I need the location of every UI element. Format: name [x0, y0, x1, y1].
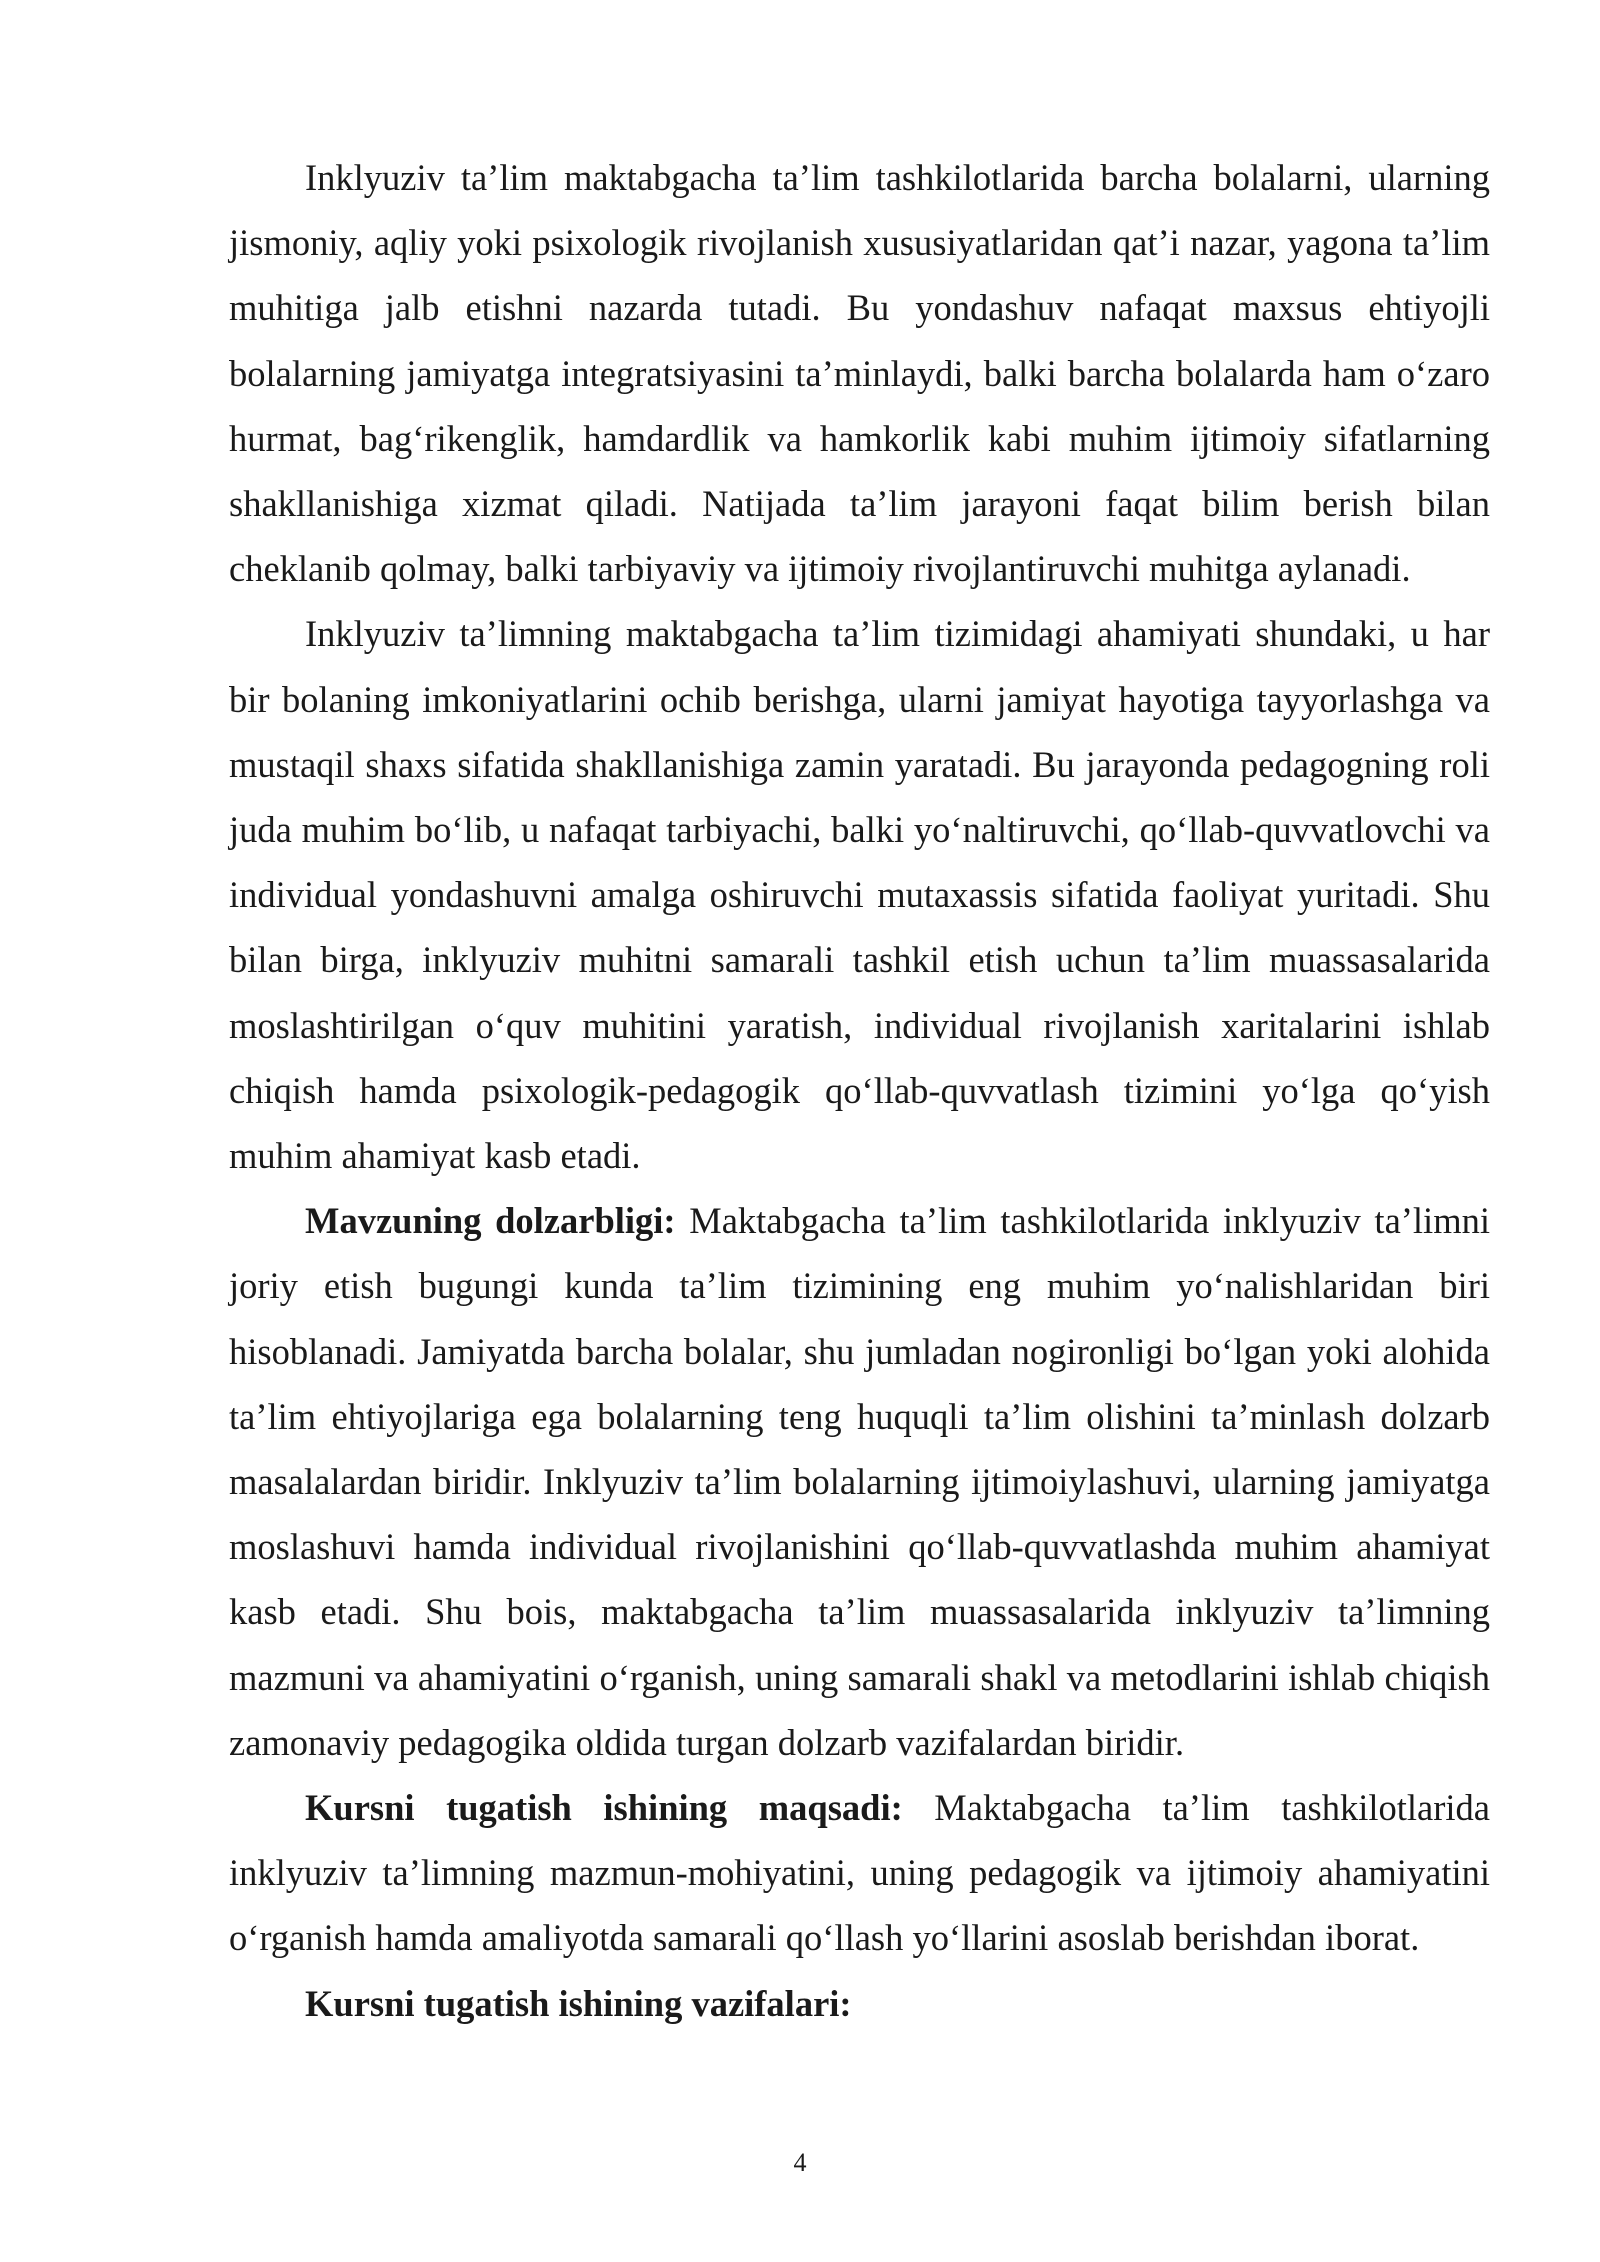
paragraph-tasks	[229, 1971, 1490, 2036]
paragraph-text: Inklyuziv ta’limning maktabgacha ta’lim tizimidagi ahamiyati shundaki, u har bir bolaning imkoniyatlarini ochib berishga, ularni jamiyat hayotiga tayyorlashga va mustaqil shaxs sifatida shakllanishiga zamin yaratadi. Bu jarayonda pedagogning roli juda muhim bo‘lib, u nafaqat tarbiyachi, balki yo‘naltiruvchi, qo‘llab-quvvatlovchi va individual yondashuvni amalga oshiruvchi mutaxassis sifatida faoliyat yuritadi. Shu bilan birga, inklyuziv muhitni samarali tashkil etish uchun ta’lim muassasalarida moslashtirilgan o‘quv muhitini yaratish, individual rivojlanish xaritalarini ishlab chiqish hamda psixologik-pedagogik qo‘llab-quvvatlash tizimini yo‘lga qo‘yish muhim ahamiyat kasb etadi.	[229, 613, 1490, 1177]
paragraph-importance	[229, 601, 1490, 1188]
paragraph-intro	[229, 145, 1490, 601]
relevance-heading: Mavzuning dolzarbligi:	[305, 1200, 676, 1242]
tasks-heading: Kursni tugatish ishining vazifalari:	[305, 1982, 852, 2024]
paragraph-relevance	[229, 1188, 1490, 1775]
goal-heading: Kursni tugatish ishining maqsadi:	[305, 1787, 903, 1829]
document-page	[229, 145, 1490, 2036]
paragraph-text: Maktabgacha ta’lim tashkilotlarida inklyuziv ta’limning mazmun-mohiyatini, uning pedagogik va ijtimoiy ahamiyatini o‘rganish hamda amaliyotda samarali qo‘llash yo‘llarini asoslab berishdan iborat.	[229, 1787, 1490, 1959]
page-number: 4	[793, 2148, 807, 2177]
paragraph-text: Maktabgacha ta’lim tashkilotlarida inklyuziv ta’limni joriy etish bugungi kunda ta’lim tizimining eng muhim yo‘nalishlaridan biri hisoblanadi. Jamiyatda barcha bolalar, shu jumladan nogironligi bo‘lgan yoki alohida ta’lim ehtiyojlariga ega bolalarning teng huquqli ta’lim olishini ta’minlash dolzarb masalalardan biridir. Inklyuziv ta’lim bolalarning ijtimoiylashuvi, ularning jamiyatga moslashuvi hamda individual rivojlanishini qo‘llab-quvvatlashda muhim ahamiyat kasb etadi. Shu bois, maktabgacha ta’lim muassasalarida inklyuziv ta’limning mazmuni va ahamiyatini o‘rganish, uning samarali shakl va metodlarini ishlab chiqish zamonaviy pedagogika oldida turgan dolzarb vazifalardan biridir.	[229, 1200, 1490, 1763]
paragraph-text: Inklyuziv ta’lim maktabgacha ta’lim tashkilotlarida barcha bolalarni, ularning jismoniy, aqliy yoki psixologik rivojlanish xususiyatlaridan qat’i nazar, yagona ta’lim muhitiga jalb etishni nazarda tutadi. Bu yondashuv nafaqat maxsus ehtiyojli bolalarning jamiyatga integratsiyasini ta’minlaydi, balki barcha bolalarda ham o‘zaro hurmat, bag‘rikenglik, hamdardlik va hamkorlik kabi muhim ijtimoiy sifatlarning shakllanishiga xizmat qiladi. Natijada ta’lim jarayoni faqat bilim berish bilan cheklanib qolmay, balki tarbiyaviy va ijtimoiy rivojlantiruvchi muhitga aylanadi.	[229, 157, 1490, 590]
paragraph-goal	[229, 1775, 1490, 1971]
